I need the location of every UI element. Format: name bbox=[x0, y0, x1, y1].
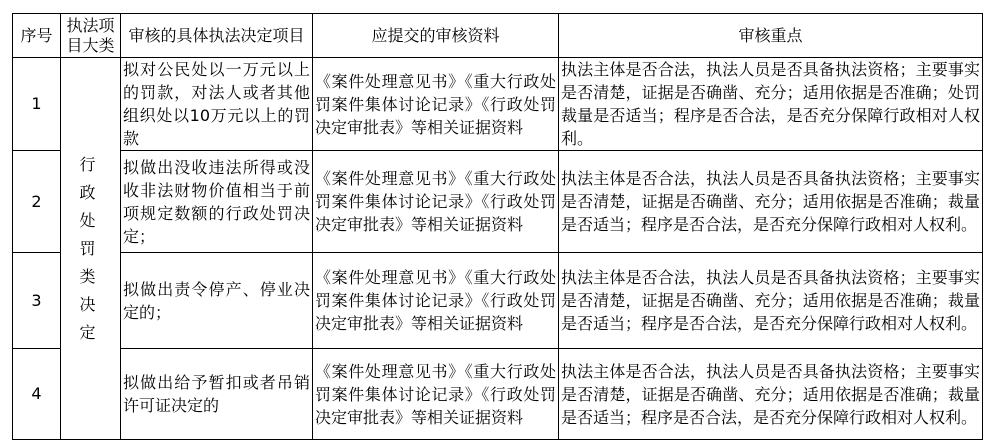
row-4-item-cell: 拟做出给予暂扣或者吊销许可证决定的 bbox=[121, 349, 313, 440]
header-cell-focus: 审核重点 bbox=[559, 14, 983, 58]
header-cell-item: 审核的具体执法决定项目 bbox=[121, 14, 313, 58]
table-row-3 bbox=[13, 253, 983, 349]
review-table bbox=[12, 13, 983, 440]
row-3-item-cell: 拟做出责令停产、停业决定的； bbox=[121, 253, 313, 349]
row-4-focus-cell: 执法主体是否合法，执法人员是否具备执法资格；主要事实是否清楚，证据是否确凿、充分；适用依据是否准确；裁量是否适当；程序是否合法，是否充分保障行政相对人权利。 bbox=[559, 349, 983, 440]
row-2-focus-cell: 执法主体是否合法，执法人员是否具备执法资格；主要事实是否清楚，证据是否确凿、充分；适用依据是否准确；裁量是否适当；程序是否合法，是否充分保障行政相对人权利。 bbox=[559, 151, 983, 253]
table-row-2 bbox=[13, 151, 983, 253]
row-3-number-cell: 3 bbox=[13, 253, 61, 349]
row-2-number-cell: 2 bbox=[13, 151, 61, 253]
header-row bbox=[13, 14, 983, 58]
row-2-materials-cell: 《案件处理意见书》《重大行政处罚案件集体讨论记录》《行政处罚决定审批表》等相关证据资料 bbox=[313, 151, 559, 253]
table-row-1 bbox=[13, 58, 983, 151]
row-1-materials-cell: 《案件处理意见书》《重大行政处罚案件集体讨论记录》《行政处罚决定审批表》等相关证据资料 bbox=[313, 58, 559, 151]
row-4-number-cell: 4 bbox=[13, 349, 61, 440]
row-1-focus-cell: 执法主体是否合法，执法人员是否具备执法资格；主要事实是否清楚，证据是否确凿、充分；适用依据是否准确；处罚裁量是否适当；程序是否合法，是否充分保障行政相对人权利。 bbox=[559, 58, 983, 151]
header-cell-no: 序号 bbox=[13, 14, 61, 58]
row-2-item-cell: 拟做出没收违法所得或没收非法财物价值相当于前项规定数额的行政处罚决定； bbox=[121, 151, 313, 253]
row-3-materials-cell: 《案件处理意见书》《重大行政处罚案件集体讨论记录》《行政处罚决定审批表》等相关证据资料 bbox=[313, 253, 559, 349]
table-row-4 bbox=[13, 349, 983, 440]
row-1-number-cell: 1 bbox=[13, 58, 61, 151]
header-cell-materials: 应提交的审核资料 bbox=[313, 14, 559, 58]
row-3-focus-cell: 执法主体是否合法，执法人员是否具备执法资格；主要事实是否清楚，证据是否确凿、充分；适用依据是否准确；裁量是否适当；程序是否合法，是否充分保障行政相对人权利。 bbox=[559, 253, 983, 349]
header-cell-category: 执法项目大类 bbox=[61, 14, 121, 58]
row-1-item-cell: 拟对公民处以一万元以上的罚款，对法人或者其他组织处以10万元以上的罚款 bbox=[121, 58, 313, 151]
category-merged-cell: 行政处罚类决定 bbox=[61, 58, 121, 440]
row-4-materials-cell: 《案件处理意见书》《重大行政处罚案件集体讨论记录》《行政处罚决定审批表》等相关证据资料 bbox=[313, 349, 559, 440]
